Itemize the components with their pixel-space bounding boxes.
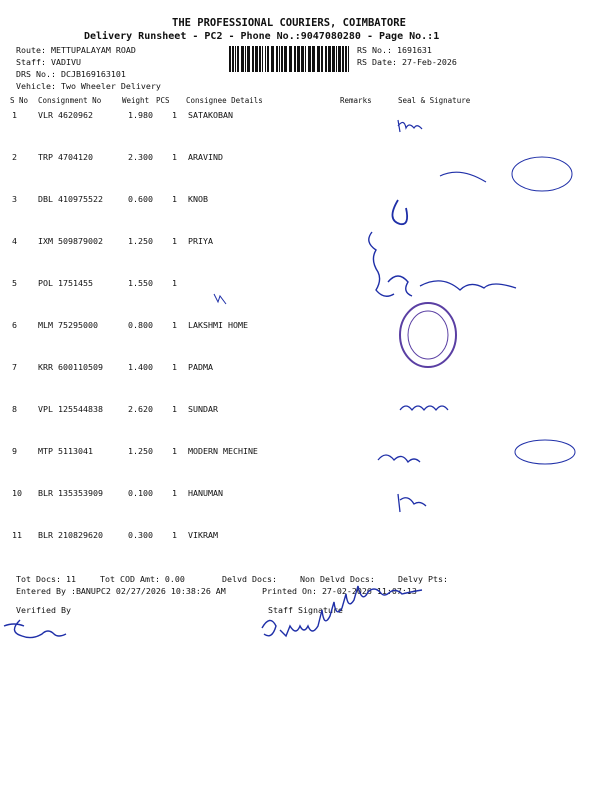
cell-consignee: VIKRAM	[188, 530, 218, 540]
signature-row-1	[398, 120, 422, 132]
phone-row-1: 9159555951	[422, 122, 524, 141]
cell-weight: 0.100	[128, 488, 153, 498]
staff-label: Staff: VADIVU	[16, 57, 81, 67]
signature-row-8	[400, 406, 448, 410]
cell-consignee: SATAKOBAN	[188, 110, 233, 120]
cell-sno: 1	[12, 110, 17, 120]
delivery-points: Delvy Pts:	[398, 574, 448, 584]
cell-consignee: KNOB	[188, 194, 208, 204]
cell-consignment: BLR 210829620	[38, 530, 103, 540]
col-seal-signature: Seal & Signature	[398, 96, 471, 105]
stroke-row-3	[440, 172, 486, 182]
signature-row-3	[392, 200, 407, 224]
printed-on: Printed On: 27-02-2026 11:07:13	[262, 586, 417, 596]
circle-row-9	[515, 440, 575, 464]
signature-row-10	[398, 494, 426, 512]
vehicle-label: Vehicle: Two Wheeler Delivery	[16, 81, 161, 91]
date-row-3: 27/2/26	[408, 208, 466, 226]
cell-weight: 2.300	[128, 152, 153, 162]
cell-weight: 1.550	[128, 278, 153, 288]
cell-consignee: PRIYA	[188, 236, 213, 246]
cell-pcs: 1	[172, 320, 177, 330]
drs-number: DRS No.: DCJB169163101	[16, 69, 126, 79]
mark-row-5	[214, 294, 226, 304]
phone-row-2: 99422-79927	[454, 148, 555, 166]
signature-row-5	[420, 281, 516, 290]
cell-sno: 8	[12, 404, 17, 414]
cell-consignee: HANUMAN	[188, 488, 223, 498]
phone-row-11: 9842912253	[420, 541, 503, 556]
rs-number: RS No.: 1691631	[357, 45, 432, 55]
runsheet-title: Delivery Runsheet - PC2 - Phone No.:9047080280 - Page No.:1	[84, 31, 440, 42]
cell-pcs: 1	[172, 278, 177, 288]
name-row-7: Padma	[398, 369, 443, 384]
col-weight: Weight	[122, 96, 150, 105]
rs-date: RS Date: 27-Feb-2026	[357, 57, 457, 67]
cell-consignment: DBL 410975522	[38, 194, 103, 204]
total-cod: Tot COD Amt: 0.00	[100, 574, 185, 584]
cell-weight: 1.250	[128, 446, 153, 456]
stamp-date: 27/2/26	[422, 345, 453, 354]
total-docs: Tot Docs: 11	[16, 574, 76, 584]
staff-signature-label: Staff Signature	[268, 605, 343, 615]
signature-row-9	[378, 455, 420, 462]
cell-consignment: BLR 135353909	[38, 488, 103, 498]
cell-sno: 11	[12, 530, 22, 540]
verified-signature	[4, 620, 66, 638]
cell-weight: 1.400	[128, 362, 153, 372]
cell-weight: 0.300	[128, 530, 153, 540]
phone-row-8: 9976555075	[430, 412, 545, 433]
phone-row-7: 9789543056	[424, 378, 514, 394]
verified-by-label: Verified By	[16, 605, 71, 615]
cell-sno: 10	[12, 488, 22, 498]
cell-weight: 0.600	[128, 194, 153, 204]
cell-pcs: 1	[172, 404, 177, 414]
signature-row-4	[369, 232, 412, 296]
col-consignee: Consignee Details	[186, 96, 263, 105]
cell-pcs: 1	[172, 362, 177, 372]
cell-consignee: PADMA	[188, 362, 213, 372]
phone-row-9: 9843326244	[430, 463, 526, 481]
cell-consignee: MODERN MECHINE	[188, 446, 258, 456]
col-remarks: Remarks	[340, 96, 372, 105]
cell-pcs: 1	[172, 110, 177, 120]
name-row-11: Vedan	[388, 537, 426, 551]
cell-weight: 0.800	[128, 320, 153, 330]
cell-consignee: LAKSHMI HOME	[188, 320, 248, 330]
cell-pcs: 1	[172, 446, 177, 456]
cell-consignment: POL 1751455	[38, 278, 93, 288]
cell-pcs: 1	[172, 530, 177, 540]
col-sno: S No	[10, 96, 29, 105]
cell-consignment: MTP 5113041	[38, 446, 93, 456]
name-row-2: Selvi	[528, 172, 558, 186]
cell-sno: 7	[12, 362, 17, 372]
cell-pcs: 1	[172, 488, 177, 498]
non-delivered-docs: Non Delvd Docs:	[300, 574, 375, 584]
cell-sno: 9	[12, 446, 17, 456]
name-row-9: C.selvi	[510, 443, 551, 457]
company-name: THE PROFESSIONAL COURIERS, COIMBATORE	[172, 17, 406, 29]
cell-consignee: ARAVIND	[188, 152, 223, 162]
cell-pcs: 1	[172, 194, 177, 204]
staff-signature	[262, 586, 422, 636]
cell-consignee: SUNDAR	[188, 404, 218, 414]
cell-pcs: 1	[172, 152, 177, 162]
cell-consignment: VLR 4620962	[38, 110, 93, 120]
circle-row-2	[512, 157, 572, 191]
cell-sno: 6	[12, 320, 17, 330]
cell-sno: 5	[12, 278, 17, 288]
cell-weight: 1.980	[128, 110, 153, 120]
cell-pcs: 1	[172, 236, 177, 246]
cell-weight: 2.620	[128, 404, 153, 414]
cell-consignment: VPL 125544838	[38, 404, 103, 414]
phone-row-6: 9944340931	[508, 302, 591, 317]
cell-consignment: KRR 600110509	[38, 362, 103, 372]
col-consignment: Consignment No	[38, 96, 102, 105]
cell-consignment: IXM 509879002	[38, 236, 103, 246]
phone-row-10: 8248015233	[426, 510, 496, 523]
entered-by: Entered By :BANUPC2 02/27/2026 10:38:26 AM	[16, 586, 226, 596]
stamp-inner-ring	[408, 311, 448, 359]
route-label: Route: METTUPALAYAM ROAD	[16, 45, 136, 55]
name-row-3: SUNIL	[384, 171, 440, 190]
delivered-docs: Delvd Docs:	[222, 574, 277, 584]
cell-consignment: TRP 4704120	[38, 152, 93, 162]
col-pcs: PCS	[156, 96, 170, 105]
cell-sno: 3	[12, 194, 17, 204]
cell-sno: 2	[12, 152, 17, 162]
cell-consignment: MLM 75295000	[38, 320, 98, 330]
cell-weight: 1.250	[128, 236, 153, 246]
cell-sno: 4	[12, 236, 17, 246]
